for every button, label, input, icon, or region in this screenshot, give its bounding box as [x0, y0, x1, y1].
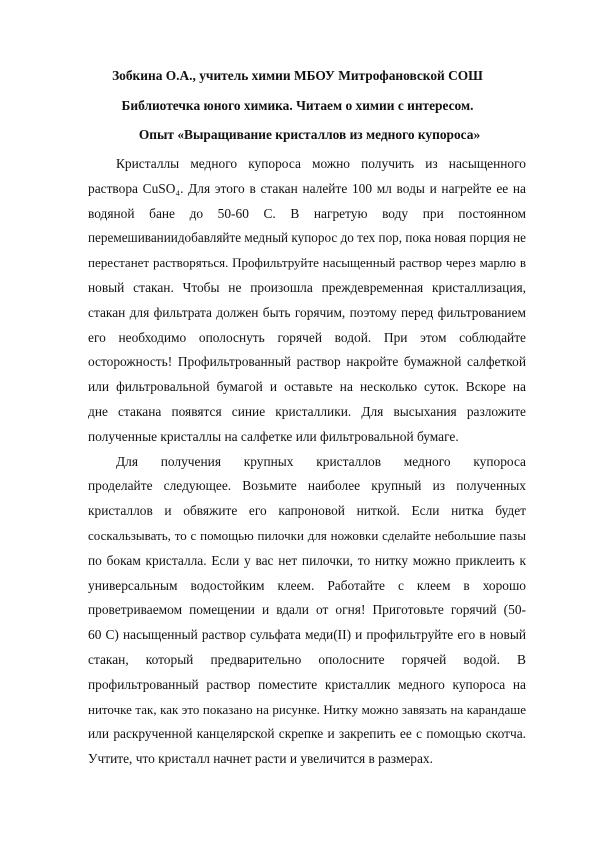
text-line: стакан, который предварительно ополосните горячей водой. В [88, 651, 526, 667]
text-line: ниточке так, как это показано на рисунке. Нитку можно завязать на карандаше [88, 701, 526, 717]
paragraph-2 [88, 450, 526, 772]
text-line: его необходимо ополоснуть горячей водой. При этом соблюдайте [88, 329, 526, 345]
text-line: универсальным водостойким клеем. Работайте с клеем в хорошо [88, 577, 526, 593]
text-line: новый стакан. Чтобы не произошла преждевременная кристаллизация, [88, 279, 526, 295]
text-line: стакан для фильтрата должен быть горячим, поэтому перед фильтрованием [88, 304, 526, 320]
document-body [88, 152, 526, 772]
text-line: осторожность! Профильтрованный раствор накройте бумажной салфеткой [88, 354, 526, 370]
author-line: Зобкина О.А., учитель химии МБОУ Митрофановской СОШ [112, 68, 483, 83]
text-line: профильтрованный раствор поместите кристаллик медного купороса на [88, 676, 526, 692]
text-line: перестанет растворяться. Профильтруйте насыщенный раствор через марлю в [88, 255, 526, 271]
text-line: Учтите, что кристалл начнет расти и увеличится в размерах. [88, 751, 433, 767]
text-line: или раскрученной канцелярской скрепке и закрепить ее с помощью скотча. [88, 726, 526, 742]
paragraph-1 [88, 152, 526, 450]
text-line: кристаллов и обвяжите его капроновой ниткой. Если нитка будет [88, 503, 526, 519]
series-line: Библиотечка юного химика. Читаем о химии с интересом. [121, 98, 474, 113]
text-line: полученные кристаллы на салфетке или фильтровальной бумаге. [88, 428, 459, 444]
text-line: проветриваемом помещении и вдали от огня! Приготовьте горячий (50- [88, 602, 526, 618]
text-line: Кристаллы медного купороса можно получить из насыщенного [116, 156, 526, 171]
text-line: соскальзывать, то с помощью пилочки для ножовки сделайте небольшие пазы [88, 527, 526, 543]
text-line: или фильтровальной бумагой и оставьте на несколько суток. Вскоре на [88, 379, 526, 395]
text-line: проделайте следующее. Возьмите наиболее крупный из полученных [88, 478, 526, 494]
text-line: Для получения крупных кристаллов медного купороса [116, 453, 526, 469]
text-line: дне стакана появятся синие кристаллики. Для высыхания разложите [88, 403, 526, 419]
text-line: водяной бане до 50-60 С. В нагретую воду при постоянном [88, 205, 526, 221]
text-line: 60 С) насыщенный раствор сульфата меди(II) и профильтруйте его в новый [88, 627, 526, 643]
text-line: по бокам кристалла. Если у вас нет пилочки, то нитку можно приклеить к [88, 552, 526, 568]
text-line: раствора CuSO₄. Для этого в стакан налейте 100 мл воды и нагрейте ее на [88, 180, 526, 196]
text-line: перемешиваниидобавляйте медный купорос до тех пор, пока новая порция не [88, 230, 526, 246]
experiment-title: Опыт «Выращивание кристаллов из медного купороса» [138, 127, 481, 142]
